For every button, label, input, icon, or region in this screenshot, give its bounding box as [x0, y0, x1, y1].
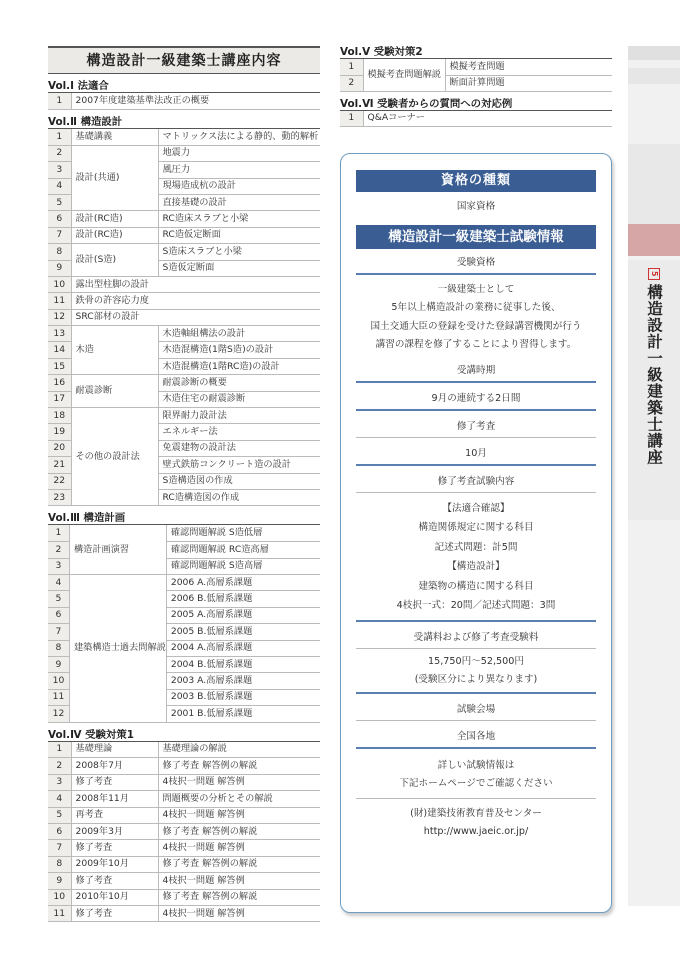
item-cell: 現場造成杭の設計	[158, 178, 320, 194]
organization: (財)建築技術教育普及センター	[410, 807, 542, 819]
item-cell: 耐震診断の概要	[158, 375, 320, 391]
item-cell: 修了考査 解答例の解説	[158, 824, 320, 840]
page-title: 構造設計一級建築士講座内容	[48, 46, 320, 74]
row-number: 1	[48, 742, 71, 758]
category-cell: 再考査	[71, 807, 158, 823]
row-number: 2	[48, 758, 71, 774]
table-row	[48, 309, 320, 325]
table-row	[48, 889, 320, 905]
item-cell: 問題概要の分析とその解説	[158, 791, 320, 807]
row-number: 1	[340, 111, 363, 127]
eligibility-heading: 受験資格	[356, 253, 596, 275]
row-number: 6	[48, 607, 69, 623]
side-tab-label	[634, 268, 674, 466]
item-cell: 4枝択一問題 解答例	[158, 905, 320, 921]
item-cell: 4枝択一問題 解答例	[158, 840, 320, 856]
row-number: 2	[340, 75, 363, 91]
item-cell: 修了考査 解答例の解説	[158, 856, 320, 872]
item-cell: 木造軸組構法の設計	[158, 326, 320, 342]
row-number: 12	[48, 706, 69, 722]
item-cell: S造仮定断面	[158, 260, 320, 276]
row-number: 2	[48, 145, 71, 161]
item-cell: 確認問題解説 RC造高層	[166, 542, 320, 558]
vol3-heading: Vol.Ⅲ 構造計画	[48, 512, 320, 525]
month-text: 10月	[356, 444, 596, 466]
row-number: 10	[48, 276, 71, 292]
table-row	[48, 791, 320, 807]
table-row	[48, 293, 320, 309]
group-cell: 模擬考査問題解説	[363, 59, 445, 91]
period-heading: 受講時期	[356, 361, 596, 383]
item-cell: 模擬考査問題	[445, 59, 612, 75]
table-row	[48, 824, 320, 840]
item-cell: 確認問題解説 S造高層	[166, 558, 320, 574]
category-cell: 修了考査	[71, 840, 158, 856]
fee-heading: 受講料および修了考査受験料	[356, 628, 596, 649]
table-row	[48, 408, 320, 424]
item-cell: S造構造図の作成	[158, 473, 320, 489]
vol4-table	[48, 742, 320, 923]
content-line: 構造関係規定に関する科目	[418, 522, 534, 533]
row-number: 11	[48, 293, 71, 309]
table-row	[48, 807, 320, 823]
row-number: 8	[48, 856, 71, 872]
content-line: 記述式問題：計5問	[434, 541, 518, 553]
item-cell: 断面計算問題	[445, 75, 612, 91]
category-cell: 2009年10月	[71, 856, 158, 872]
item-cell: 2005 B.低層系課題	[166, 624, 320, 640]
table-row	[340, 59, 612, 75]
tab-strip	[628, 46, 680, 60]
category-cell: 2008年7月	[71, 758, 158, 774]
row-number: 21	[48, 457, 71, 473]
row-number: 15	[48, 358, 71, 374]
item-cell: 4枝択一問題 解答例	[158, 774, 320, 790]
content-line: 【法適合確認】	[442, 502, 510, 514]
row-number: 13	[48, 326, 71, 342]
website-link[interactable]: http://www.jaeic.or.jp/	[423, 826, 529, 837]
item-cell: SRC部材の設計	[71, 309, 320, 325]
category-cell: 設計(RC造)	[71, 211, 158, 227]
more-info-line: 詳しい試験情報は	[437, 759, 515, 771]
item-cell: 露出型柱脚の設計	[71, 276, 320, 292]
category-cell: 2009年3月	[71, 824, 158, 840]
row-number: 1	[48, 525, 69, 541]
row-number: 7	[48, 840, 71, 856]
row-number: 19	[48, 424, 71, 440]
exam-content-heading: 修了考査試験内容	[356, 472, 596, 493]
item-cell: 4枝択一問題 解答例	[158, 807, 320, 823]
item-cell: 基礎理論の解説	[158, 742, 320, 758]
row-number: 7	[48, 624, 69, 640]
table-row	[48, 905, 320, 921]
row-number: 14	[48, 342, 71, 358]
row-number: 22	[48, 473, 71, 489]
item-cell: 修了考査 解答例の解説	[158, 758, 320, 774]
row-number: 5	[48, 591, 69, 607]
fee-text: 15,750円〜52,500円	[428, 655, 524, 667]
item-cell: 確認問題解説 S造低層	[166, 525, 320, 541]
row-number: 7	[48, 227, 71, 243]
table-row	[48, 873, 320, 889]
item-cell: RC造床スラブと小梁	[158, 211, 320, 227]
row-number: 3	[48, 774, 71, 790]
item-cell: S造床スラブと小梁	[158, 244, 320, 260]
item-cell: 風圧力	[158, 162, 320, 178]
table-row	[48, 840, 320, 856]
eligibility-line: 5年以上構造設計の業務に従事した後、	[391, 302, 561, 313]
item-cell: 地震力	[158, 145, 320, 161]
category-cell: その他の設計法	[71, 408, 158, 506]
table-row	[48, 227, 320, 243]
item-cell: エネルギー法	[158, 424, 320, 440]
row-number: 23	[48, 489, 71, 505]
item-cell: マトリックス法による静的、動的解析	[158, 129, 320, 145]
row-number: 20	[48, 440, 71, 456]
item-cell: 修了考査 解答例の解説	[158, 889, 320, 905]
item-cell: 2006 A.高層系課題	[166, 575, 320, 591]
content-line: 4枝択一式：20問／記述式問題：3問	[396, 600, 556, 611]
vol6-table	[340, 111, 612, 128]
row-number: 9	[48, 657, 69, 673]
item-cell: Q&Aコーナー	[363, 111, 612, 127]
item-cell: 4枝択一問題 解答例	[158, 873, 320, 889]
right-column	[340, 46, 612, 127]
row-number: 8	[48, 244, 71, 260]
row-number: 10	[48, 673, 69, 689]
item-cell: 2007年度建築基準法改正の概要	[71, 93, 320, 109]
row-number: 8	[48, 640, 69, 656]
tab-strip	[628, 68, 680, 84]
vol2-heading: Vol.Ⅱ 構造設計	[48, 116, 320, 129]
item-cell: 2003 B.低層系課題	[166, 689, 320, 705]
item-cell: 壁式鉄筋コンクリート造の設計	[158, 457, 320, 473]
row-number: 17	[48, 391, 71, 407]
item-cell: 木造住宅の耐震診断	[158, 391, 320, 407]
row-number: 18	[48, 408, 71, 424]
item-cell: 免震建物の設計法	[158, 440, 320, 456]
content-line: 建築物の構造に関する科目	[418, 580, 534, 592]
row-number: 9	[48, 260, 71, 276]
side-tab	[628, 46, 680, 906]
category-cell: 修了考査	[71, 905, 158, 921]
row-number: 4	[48, 791, 71, 807]
eligibility-line: 講習の課程を修了することにより習得します。	[375, 339, 577, 350]
table-row	[48, 211, 320, 227]
category-cell: 基礎理論	[71, 742, 158, 758]
vol5-table	[340, 59, 612, 92]
vol4-heading: Vol.Ⅳ 受験対策1	[48, 729, 320, 742]
exam-info-box	[340, 153, 612, 913]
more-info-line: 下記ホームページでご確認ください	[399, 778, 553, 789]
category-cell: 耐震診断	[71, 375, 158, 408]
content-line: 【構造設計】	[447, 561, 505, 572]
left-column	[48, 46, 320, 922]
venue-heading: 試験会場	[356, 700, 596, 721]
period-text: 9月の連続する2日間	[356, 389, 596, 411]
table-row	[48, 742, 320, 758]
row-number: 16	[48, 375, 71, 391]
table-row	[48, 774, 320, 790]
category-cell: 設計(共通)	[71, 145, 158, 211]
row-number: 11	[48, 689, 69, 705]
row-number: 1	[48, 93, 71, 109]
row-number: 2	[48, 542, 69, 558]
row-number: 1	[48, 129, 71, 145]
table-row	[48, 276, 320, 292]
category-cell: 建築構造士過去問解説	[69, 575, 166, 723]
vol3-table	[48, 525, 320, 722]
table-row	[48, 575, 320, 591]
vol1-heading: Vol.Ⅰ 法適合	[48, 80, 320, 93]
category-cell: 修了考査	[71, 873, 158, 889]
item-cell: 2003 A.高層系課題	[166, 673, 320, 689]
row-number: 3	[48, 162, 71, 178]
row-number: 11	[48, 905, 71, 921]
row-number: 1	[340, 59, 363, 75]
category-cell: 木造	[71, 326, 158, 375]
table-row	[48, 129, 320, 145]
item-cell: RC造構造図の作成	[158, 489, 320, 505]
qualification-bar: 資格の種類	[356, 170, 596, 192]
row-number: 5	[48, 807, 71, 823]
item-cell: RC造仮定断面	[158, 227, 320, 243]
side-tab-text: 構造設計一級建築士講座	[645, 284, 663, 466]
row-number: 6	[48, 211, 71, 227]
table-row	[48, 525, 320, 541]
vol5-heading: Vol.Ⅴ 受験対策2	[340, 46, 612, 59]
exam-heading: 修了考査	[356, 417, 596, 438]
tab-strip	[628, 144, 680, 224]
category-cell: 構造計画演習	[69, 525, 166, 574]
kind-text: 国家資格	[456, 201, 496, 212]
vol6-heading: Vol.Ⅵ 受験者からの質問への対応例	[340, 98, 612, 111]
item-cell: 鉄骨の許容応力度	[71, 293, 320, 309]
venue-text: 全国各地	[356, 727, 596, 749]
row-number: 3	[48, 558, 69, 574]
table-row	[48, 326, 320, 342]
row-number: 4	[48, 575, 69, 591]
item-cell: 直接基礎の設計	[158, 194, 320, 210]
table-row	[48, 856, 320, 872]
table-row	[340, 111, 612, 127]
row-number: 6	[48, 824, 71, 840]
eligibility-line: 国土交通大臣の登録を受けた登録講習機関が行う	[370, 320, 582, 332]
category-cell: 2010年10月	[71, 889, 158, 905]
row-number: 5	[48, 194, 71, 210]
item-cell: 限界耐力設計法	[158, 408, 320, 424]
vol2-table	[48, 129, 320, 506]
item-cell: 2005 A.高層系課題	[166, 607, 320, 623]
table-row	[48, 244, 320, 260]
table-row	[48, 145, 320, 161]
category-cell: 基礎講義	[71, 129, 158, 145]
chapter-mark: 5	[648, 268, 660, 280]
table-row	[48, 93, 320, 109]
vol1-table	[48, 93, 320, 110]
category-cell: 設計(RC造)	[71, 227, 158, 243]
item-cell: 2006 B.低層系課題	[166, 591, 320, 607]
category-cell: 2008年11月	[71, 791, 158, 807]
row-number: 4	[48, 178, 71, 194]
eligibility-line: 一級建築士として	[437, 283, 515, 295]
exam-info-bar: 構造設計一級建築士試験情報	[356, 225, 596, 249]
row-number: 12	[48, 309, 71, 325]
active-tab-marker	[628, 224, 680, 256]
row-number: 10	[48, 889, 71, 905]
category-cell: 設計(S造)	[71, 244, 158, 277]
row-number: 9	[48, 873, 71, 889]
item-cell: 2004 B.低層系課題	[166, 657, 320, 673]
table-row	[48, 375, 320, 391]
item-cell: 木造混構造(1階S造)の設計	[158, 342, 320, 358]
category-cell: 修了考査	[71, 774, 158, 790]
table-row	[48, 758, 320, 774]
item-cell: 木造混構造(1階RC造)の設計	[158, 358, 320, 374]
fee-note: (受験区分により異なります)	[414, 674, 538, 685]
item-cell: 2001 B.低層系課題	[166, 706, 320, 722]
item-cell: 2004 A.高層系課題	[166, 640, 320, 656]
